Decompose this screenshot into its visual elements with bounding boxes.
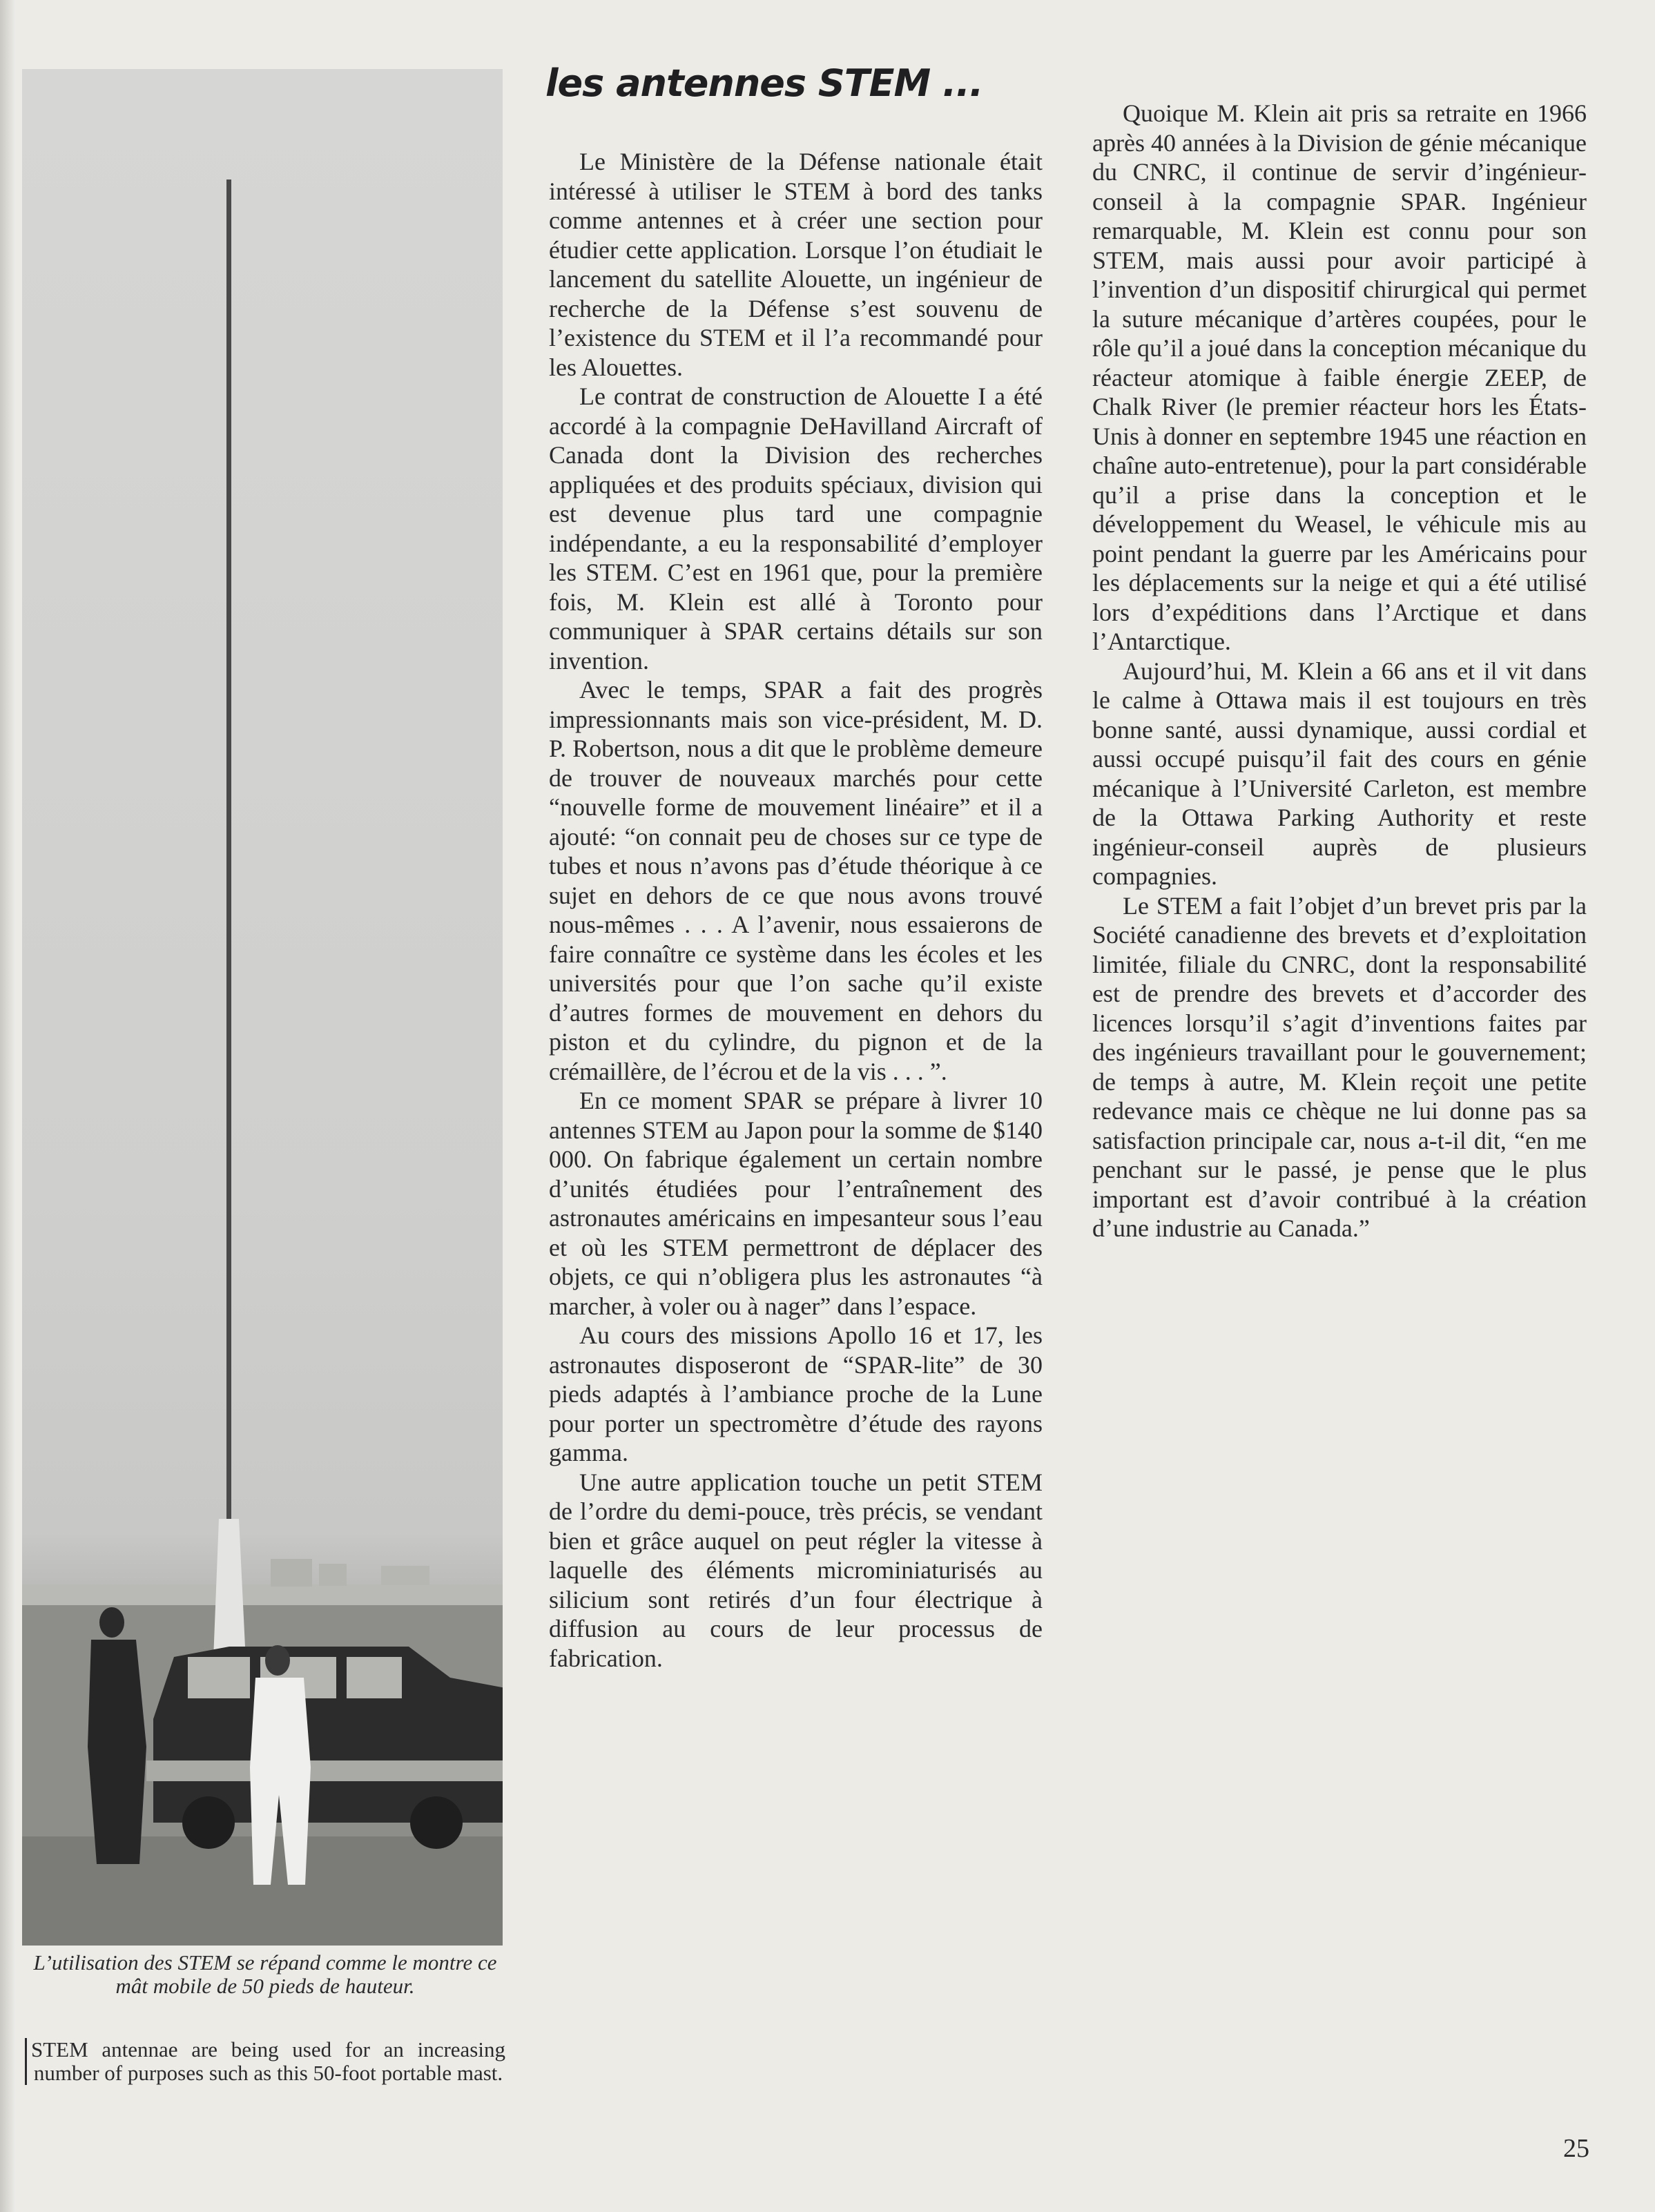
article-paragraph: Le contrat de construction de Alouette I a été accordé à la compagnie DeHavilland Aircraft of Canada dont la Division des recherches appliquées et des produits spéciaux, division qui est devenue plus tard une compagnie indépendante, a eu la responsabilité d’employer les STEM. C’est en 1961 que, pour la première fois, M. Klein est allé à Toronto pour communiquer à SPAR certains détails sur son invention. — [549, 382, 1043, 675]
page-binding-shadow — [0, 0, 15, 2212]
photo-caption-english: STEM antennae are being used for an increasing number of purposes such as this 50-foot portable mast. — [25, 2038, 505, 2085]
page-number: 25 — [1563, 2134, 1589, 2163]
article-paragraph: Le Ministère de la Défense nationale était intéressé à utiliser le STEM à bord des tanks comme antennes et à créer une section pour étudier cette application. Lorsque l’on étudiait le lancement du satellite Alouette, un ingénieur de recherche de la Défense s’est souvenu de l’existence du STEM et il l’a recommandé pour les Alouettes. — [549, 148, 1043, 381]
article-paragraph: Quoique M. Klein ait pris sa retraite en 1966 après 40 années à la Division de génie mécanique du CNRC, il continue de servir d’ingénieur-conseil à la compagnie SPAR. Ingénieur remarquable, M. Klein est connu pour son STEM, mais aussi pour avoir participé à l’invention d’un dispositif chirurgical qui permet la suture mécanique d’artères coupées, pour le rôle qu’il a joué dans la conception mécanique du réacteur atomique à faible énergie ZEEP, de Chalk River (le premier réacteur hors les États-Unis à donner en septembre 1945 une réaction en chaîne auto-entretenue), pour la part considérable qu’il a prise dans la conception et le développement du Weasel, le véhicule mis au point pendant la guerre par les Américains pour les déplacements sur la neige et qui a été utilisé lors d’expéditions dans l’Arctique et dans l’Antarctique. — [1092, 99, 1587, 655]
stem-mast-photo — [22, 69, 503, 1946]
article-paragraph: En ce moment SPAR se prépare à livrer 10 antennes STEM au Japon pour la somme de $140 000. On fabrique également un certain nombre d’unités étudiées pour l’entraînement des astronautes américains en impesanteur sous l’eau et où les STEM permettront de déplacer des objets, ce qui n’obligera plus les astronautes “à marcher, à voler ou à nager” dans l’espace. — [549, 1087, 1043, 1320]
article-paragraph: Au cours des missions Apollo 16 et 17, les astronautes disposeront de “SPAR-lite” de 30 pieds adaptés à l’ambiance proche de la Lune pour porter un spectromètre d’étude des rayons gamma. — [549, 1321, 1043, 1466]
article-column-right — [1092, 99, 1587, 1243]
photo-caption-french: L’utilisation des STEM se répand comme le montre ce mât mobile de 50 pieds de hauteur. — [33, 1950, 497, 1998]
article-paragraph: Avec le temps, SPAR a fait des progrès impressionnants mais son vice-président, M. D. P. Robertson, nous a dit que le problème demeure de trouver de nouveaux marchés pour cette “nouvelle forme de mouvement linéaire” et il a ajouté: “on connait peu de choses sur ce type de tubes et nous n’avons pas d’étude théorique à ce sujet en dehors de ce que nous avons trouvé nous-mêmes . . . A l’avenir, nous essaierons de faire connaître ce système dans les écoles et les universités pour que l’on sache qu’il existe d’autres formes de mouvement en dehors du piston et du cylindre, du pignon et de la crémaillère, de l’écrou et de la vis . . . ”. — [549, 676, 1043, 1085]
article-paragraph: Le STEM a fait l’objet d’un brevet pris par la Société canadienne des brevets et d’exploitation limitée, filiale du CNRC, dont la responsabilité est de prendre des brevets et d’accorder des licences lorsqu’il s’agit d’inventions faites par des ingénieurs travaillant pour le gouvernement; de temps à autre, M. Klein reçoit une petite redevance mais ce chèque ne lui donne pas sa satisfaction principale car, nous a-t-il dit, “en me penchant sur le passé, je pense que le plus important est d’avoir contribué à la création d’une industrie au Canada.” — [1092, 891, 1587, 1242]
article-paragraph: Aujourd’hui, M. Klein a 66 ans et il vit dans le calme à Ottawa mais il est toujours en très bonne santé, aussi dynamique, aussi cordial et aussi occupé puisqu’il fait des cours en génie mécanique à l’Université Carleton, est membre de la Ottawa Parking Authority et reste ingénieur-conseil auprès de plusieurs compagnies. — [1092, 657, 1587, 890]
article-paragraph: Une autre application touche un petit STEM de l’ordre du demi-pouce, très précis, se vendant bien et grâce auquel on peut régler la vitesse à laquelle des éléments microminiaturisés au silicium sont retirés d’un four électrique à diffusion au cours de leur processus de fabrication. — [549, 1468, 1043, 1672]
article-title: les antennes STEM ... — [545, 61, 983, 105]
article-column-middle — [549, 147, 1043, 1673]
photo-illustration — [22, 69, 503, 1946]
